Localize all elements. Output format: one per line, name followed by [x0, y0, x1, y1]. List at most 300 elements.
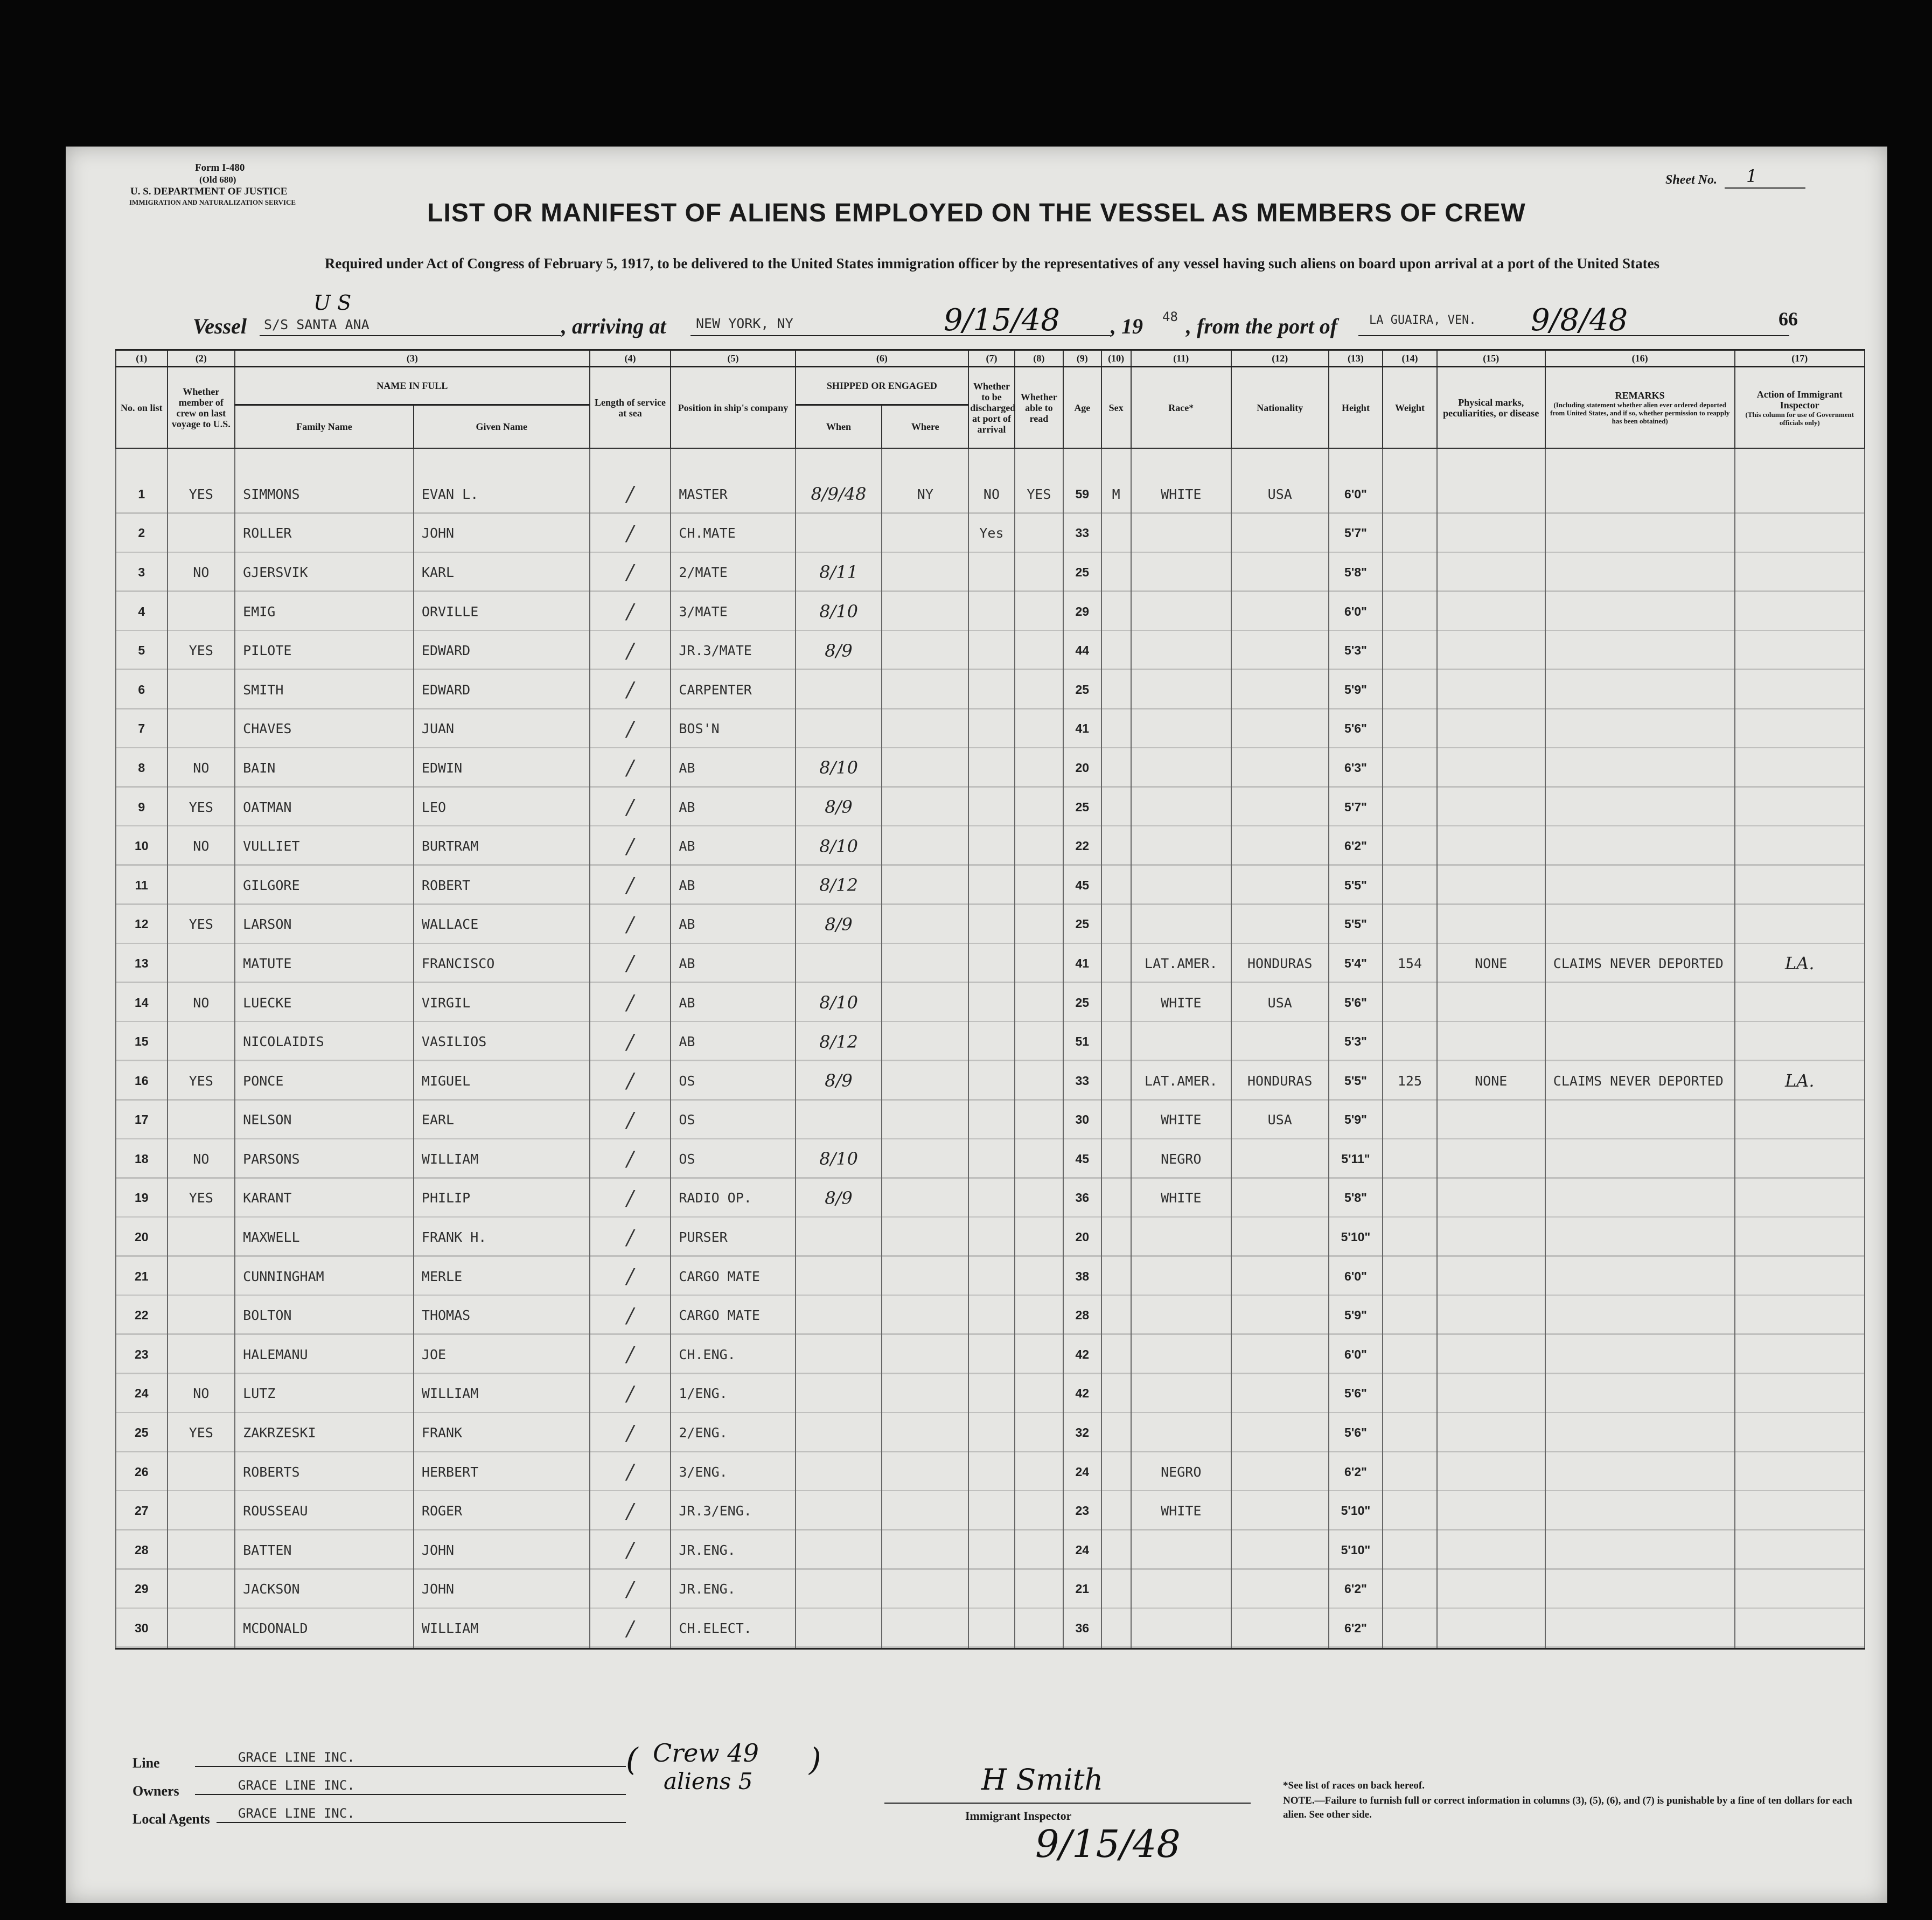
nationality: [1231, 1452, 1329, 1492]
race: [1131, 1296, 1231, 1335]
discharged: [968, 592, 1014, 631]
shipped-when: 8/10: [796, 748, 882, 788]
length-of-service: [590, 1374, 671, 1414]
remarks: [1545, 514, 1735, 553]
inspector-action: [1735, 1374, 1865, 1414]
shipped-where: [882, 592, 968, 631]
inspection-date: 9/15/48: [1035, 1822, 1181, 1866]
age: 20: [1063, 1218, 1101, 1257]
check-mark: /: [626, 1460, 634, 1484]
owners-label: Owners: [132, 1783, 179, 1799]
discharged: [968, 1218, 1014, 1257]
previous-voyage: [168, 866, 235, 905]
family-name: JACKSON: [235, 1570, 414, 1609]
crew-manifest-table: [115, 349, 1865, 1650]
age: 21: [1063, 1570, 1101, 1609]
position: CH.ENG.: [671, 1335, 795, 1374]
age: 38: [1063, 1257, 1101, 1296]
sex: [1101, 1179, 1131, 1218]
nationality: [1231, 1257, 1329, 1296]
height: 5'5": [1329, 866, 1383, 905]
check-mark: /: [626, 951, 634, 976]
shipped-where: [882, 826, 968, 866]
given-name: EDWARD: [414, 631, 590, 670]
discharged: [968, 1452, 1014, 1492]
weight: [1383, 631, 1437, 670]
inspector-action: [1735, 1491, 1865, 1531]
given-name: MIGUEL: [414, 1061, 590, 1101]
table-row: [116, 709, 1865, 749]
age: 45: [1063, 1139, 1101, 1179]
able-to-read: [1015, 553, 1063, 592]
length-of-service: [590, 1061, 671, 1101]
family-name: OATMAN: [235, 788, 414, 827]
previous-voyage: YES: [168, 905, 235, 944]
weight: [1383, 553, 1437, 592]
table-row: [116, 592, 1865, 631]
weight: [1383, 826, 1437, 866]
check-mark: /: [626, 1577, 634, 1601]
nationality: HONDURAS: [1231, 1061, 1329, 1101]
physical-marks: [1437, 1335, 1545, 1374]
departure-underline: [1358, 335, 1789, 336]
position: OS: [671, 1101, 795, 1140]
height: 5'7": [1329, 514, 1383, 553]
inspector-action: [1735, 1257, 1865, 1296]
shipped-when: [796, 1218, 882, 1257]
arrival-date: 9/15/48: [944, 303, 1060, 338]
departure-date: 9/8/48: [1531, 303, 1628, 338]
sex: [1101, 1452, 1131, 1492]
sheet-number: 1: [1746, 166, 1757, 186]
family-name: LUECKE: [235, 983, 414, 1022]
weight: [1383, 1609, 1437, 1648]
position: RADIO OP.: [671, 1179, 795, 1218]
col-inspector-note: (This column for use of Government officials only): [1745, 410, 1854, 427]
position: CARGO MATE: [671, 1296, 795, 1335]
age: 36: [1063, 1179, 1101, 1218]
table-row: [116, 944, 1865, 983]
remarks: [1545, 1531, 1735, 1570]
weight: 154: [1383, 944, 1437, 983]
remarks: [1545, 1413, 1735, 1452]
race: [1131, 1570, 1231, 1609]
discharged: Yes: [968, 514, 1014, 553]
height: 6'2": [1329, 826, 1383, 866]
remarks: [1545, 631, 1735, 670]
form-title: LIST OR MANIFEST OF ALIENS EMPLOYED ON THE VESSEL AS MEMBERS OF CREW: [427, 199, 1526, 227]
previous-voyage: [168, 1257, 235, 1296]
table-row: [116, 670, 1865, 709]
nationality: [1231, 1179, 1329, 1218]
check-mark: /: [626, 1538, 634, 1562]
length-of-service: [590, 1335, 671, 1374]
nationality: [1231, 1139, 1329, 1179]
remarks: [1545, 1101, 1735, 1140]
table-row: [116, 866, 1865, 905]
table-row: [116, 1296, 1865, 1335]
row-number: 9: [116, 788, 168, 827]
sex: [1101, 514, 1131, 553]
row-number: 5: [116, 631, 168, 670]
inspector-action: LA.: [1735, 1061, 1865, 1101]
previous-voyage: YES: [168, 475, 235, 514]
owners-value: GRACE LINE INC.: [238, 1778, 355, 1793]
col-when: When: [796, 405, 882, 449]
weight: [1383, 1022, 1437, 1061]
nationality: [1231, 1218, 1329, 1257]
weight: [1383, 1491, 1437, 1531]
given-name: JOE: [414, 1335, 590, 1374]
row-number: 22: [116, 1296, 168, 1335]
length-of-service: [590, 1022, 671, 1061]
position: 1/ENG.: [671, 1374, 795, 1414]
race: [1131, 826, 1231, 866]
check-mark: /: [626, 1616, 634, 1640]
age: 25: [1063, 553, 1101, 592]
inspector-action: [1735, 748, 1865, 788]
colnum-8: (8): [1015, 350, 1063, 367]
shipped-where: [882, 1061, 968, 1101]
height: 5'9": [1329, 1296, 1383, 1335]
position: 3/ENG.: [671, 1452, 795, 1492]
previous-voyage: NO: [168, 1139, 235, 1179]
form-subtitle: Required under Act of Congress of February 5, 1917, to be delivered to the United States immigration officer by the representatives of any vessel having such aliens on board upon arrival at a port of the United States: [324, 255, 1660, 272]
remarks: [1545, 1491, 1735, 1531]
sex: [1101, 1139, 1131, 1179]
col-weight: Weight: [1383, 367, 1437, 449]
nationality: USA: [1231, 1101, 1329, 1140]
previous-voyage: [168, 1452, 235, 1492]
nationality: [1231, 1413, 1329, 1452]
weight: [1383, 514, 1437, 553]
nationality: [1231, 1335, 1329, 1374]
form-number: Form I-480: [195, 162, 245, 173]
row-number: 1: [116, 475, 168, 514]
check-mark: /: [626, 756, 634, 780]
remarks: [1545, 826, 1735, 866]
given-name: EDWIN: [414, 748, 590, 788]
height: 6'0": [1329, 1335, 1383, 1374]
shipped-where: [882, 1022, 968, 1061]
age: 41: [1063, 944, 1101, 983]
row-number: 26: [116, 1452, 168, 1492]
family-name: BAIN: [235, 748, 414, 788]
table-row: [116, 1452, 1865, 1492]
vessel-underline: [260, 335, 561, 336]
remarks: [1545, 592, 1735, 631]
shipped-where: [882, 788, 968, 827]
discharged: [968, 1335, 1014, 1374]
nationality: [1231, 1609, 1329, 1648]
nationality: [1231, 748, 1329, 788]
shipped-when: [796, 1413, 882, 1452]
length-of-service: [590, 905, 671, 944]
previous-voyage: NO: [168, 1374, 235, 1414]
remarks: [1545, 748, 1735, 788]
physical-marks: [1437, 475, 1545, 514]
given-name: EDWARD: [414, 670, 590, 709]
col-inspector-action: [1735, 367, 1865, 449]
age: 25: [1063, 983, 1101, 1022]
length-of-service: [590, 1609, 671, 1648]
able-to-read: [1015, 1296, 1063, 1335]
given-name: KARL: [414, 553, 590, 592]
table-row: [116, 1491, 1865, 1531]
previous-voyage: YES: [168, 1061, 235, 1101]
manifest-sheet: [66, 147, 1887, 1903]
family-name: ZAKRZESKI: [235, 1413, 414, 1452]
height: 6'2": [1329, 1609, 1383, 1648]
height: 5'8": [1329, 553, 1383, 592]
family-name: PILOTE: [235, 631, 414, 670]
physical-marks: [1437, 788, 1545, 827]
crew-count-note-open: (: [626, 1741, 638, 1778]
race: [1131, 1413, 1231, 1452]
check-mark: /: [626, 482, 634, 506]
able-to-read: [1015, 748, 1063, 788]
nationality: [1231, 1022, 1329, 1061]
colnum-14: (14): [1383, 350, 1437, 367]
discharged: [968, 1257, 1014, 1296]
race: [1131, 1218, 1231, 1257]
inspector-action: [1735, 553, 1865, 592]
discharged: [968, 1296, 1014, 1335]
family-name: HALEMANU: [235, 1335, 414, 1374]
height: 5'10": [1329, 1218, 1383, 1257]
able-to-read: [1015, 1452, 1063, 1492]
row-number: 10: [116, 826, 168, 866]
shipped-when: [796, 1609, 882, 1648]
inspector-action: [1735, 1296, 1865, 1335]
physical-marks: [1437, 1374, 1545, 1414]
sex: [1101, 866, 1131, 905]
remarks: [1545, 475, 1735, 514]
colnum-6: (6): [796, 350, 969, 367]
col-family-name: Family Name: [235, 405, 414, 449]
length-of-service: [590, 1257, 671, 1296]
shipped-where: [882, 905, 968, 944]
family-name: VULLIET: [235, 826, 414, 866]
able-to-read: [1015, 866, 1063, 905]
shipped-when: [796, 1374, 882, 1414]
inspector-action: [1735, 1101, 1865, 1140]
row-number: 18: [116, 1139, 168, 1179]
nationality: [1231, 1296, 1329, 1335]
physical-marks: [1437, 709, 1545, 749]
family-name: NELSON: [235, 1101, 414, 1140]
service-name: IMMIGRATION AND NATURALIZATION SERVICE: [129, 198, 296, 206]
table-row: [116, 1531, 1865, 1570]
nationality: [1231, 1491, 1329, 1531]
row-number: 28: [116, 1531, 168, 1570]
length-of-service: [590, 788, 671, 827]
height: 5'3": [1329, 631, 1383, 670]
race: [1131, 553, 1231, 592]
physical-marks: [1437, 1570, 1545, 1609]
sex: [1101, 553, 1131, 592]
shipped-when: 8/10: [796, 1139, 882, 1179]
able-to-read: [1015, 983, 1063, 1022]
age: 44: [1063, 631, 1101, 670]
nationality: HONDURAS: [1231, 944, 1329, 983]
nationality: [1231, 670, 1329, 709]
row-number: 19: [116, 1179, 168, 1218]
physical-marks: [1437, 592, 1545, 631]
shipped-where: [882, 514, 968, 553]
discharged: [968, 1413, 1014, 1452]
colnum-4: (4): [590, 350, 671, 367]
table-row: [116, 905, 1865, 944]
col-age: Age: [1063, 367, 1101, 449]
position: OS: [671, 1061, 795, 1101]
physical-marks: [1437, 1491, 1545, 1531]
owners-underline: [195, 1794, 626, 1795]
height: 6'2": [1329, 1570, 1383, 1609]
weight: [1383, 592, 1437, 631]
position: JR.3/MATE: [671, 631, 795, 670]
race: [1131, 514, 1231, 553]
able-to-read: [1015, 1257, 1063, 1296]
col-remarks: [1545, 367, 1735, 449]
shipped-where: [882, 709, 968, 749]
colnum-7: (7): [968, 350, 1014, 367]
race: [1131, 709, 1231, 749]
length-of-service: [590, 944, 671, 983]
shipped-when: 8/9/48: [796, 475, 882, 514]
remarks: [1545, 1218, 1735, 1257]
shipped-when: [796, 709, 882, 749]
age: 25: [1063, 788, 1101, 827]
race: [1131, 1374, 1231, 1414]
physical-marks: NONE: [1437, 944, 1545, 983]
able-to-read: [1015, 905, 1063, 944]
check-mark: /: [626, 1421, 634, 1445]
position: OS: [671, 1139, 795, 1179]
height: 5'8": [1329, 1179, 1383, 1218]
shipped-where: [882, 1335, 968, 1374]
column-title-row: [116, 367, 1865, 405]
shipped-where: [882, 1374, 968, 1414]
colnum-16: (16): [1545, 350, 1735, 367]
sex: [1101, 1022, 1131, 1061]
row-number: 8: [116, 748, 168, 788]
family-name: GILGORE: [235, 866, 414, 905]
shipped-where: [882, 1531, 968, 1570]
shipped-when: [796, 1531, 882, 1570]
race: [1131, 1531, 1231, 1570]
given-name: WALLACE: [414, 905, 590, 944]
sex: [1101, 592, 1131, 631]
colnum-15: (15): [1437, 350, 1545, 367]
remarks: [1545, 709, 1735, 749]
shipped-when: 8/12: [796, 1022, 882, 1061]
physical-marks: [1437, 748, 1545, 788]
inspector-action: [1735, 709, 1865, 749]
discharged: [968, 826, 1014, 866]
arrival-date-underline: [895, 335, 1111, 336]
previous-voyage: [168, 592, 235, 631]
race: NEGRO: [1131, 1139, 1231, 1179]
physical-marks: [1437, 1531, 1545, 1570]
check-mark: /: [626, 716, 634, 741]
height: 5'4": [1329, 944, 1383, 983]
check-mark: /: [626, 1108, 634, 1132]
age: 30: [1063, 1101, 1101, 1140]
position: JR.ENG.: [671, 1570, 795, 1609]
previous-voyage: [168, 1335, 235, 1374]
age: 33: [1063, 514, 1101, 553]
shipped-when: 8/10: [796, 592, 882, 631]
table-row: [116, 514, 1865, 553]
form-old-number: (Old 680): [199, 175, 236, 185]
length-of-service: [590, 592, 671, 631]
discharged: [968, 709, 1014, 749]
race: [1131, 1335, 1231, 1374]
row-number: 17: [116, 1101, 168, 1140]
physical-marks: [1437, 1022, 1545, 1061]
table-row: [116, 631, 1865, 670]
remarks: [1545, 1179, 1735, 1218]
able-to-read: [1015, 788, 1063, 827]
colnum-13: (13): [1329, 350, 1383, 367]
sex: [1101, 1531, 1131, 1570]
previous-voyage: NO: [168, 553, 235, 592]
age: 23: [1063, 1491, 1101, 1531]
previous-voyage: NO: [168, 983, 235, 1022]
colnum-9: (9): [1063, 350, 1101, 367]
row-number: 27: [116, 1491, 168, 1531]
race: WHITE: [1131, 1491, 1231, 1531]
discharged: NO: [968, 475, 1014, 514]
inspector-action: [1735, 1022, 1865, 1061]
length-of-service: [590, 866, 671, 905]
physical-marks: [1437, 1413, 1545, 1452]
physical-marks: [1437, 1179, 1545, 1218]
length-of-service: [590, 670, 671, 709]
table-row: [116, 748, 1865, 788]
given-name: MERLE: [414, 1257, 590, 1296]
local-agents-value: GRACE LINE INC.: [238, 1806, 355, 1821]
remarks: [1545, 1452, 1735, 1492]
race: WHITE: [1131, 1179, 1231, 1218]
discharged: [968, 1022, 1014, 1061]
alien-count-note: aliens 5: [664, 1768, 753, 1794]
weight: [1383, 670, 1437, 709]
signature-underline: [884, 1803, 1251, 1804]
inspector-action: [1735, 1413, 1865, 1452]
age: 33: [1063, 1061, 1101, 1101]
shipped-where: [882, 553, 968, 592]
height: 5'6": [1329, 709, 1383, 749]
row-number: 29: [116, 1570, 168, 1609]
local-agents-label: Local Agents: [132, 1811, 210, 1827]
age: 29: [1063, 592, 1101, 631]
sex: [1101, 1413, 1131, 1452]
check-mark: /: [626, 1069, 634, 1093]
given-name: LEO: [414, 788, 590, 827]
height: 5'6": [1329, 1413, 1383, 1452]
race: [1131, 1609, 1231, 1648]
inspector-action: [1735, 1335, 1865, 1374]
physical-marks: [1437, 1257, 1545, 1296]
family-name: KARANT: [235, 1179, 414, 1218]
remarks: [1545, 866, 1735, 905]
length-of-service: [590, 1139, 671, 1179]
position: AB: [671, 748, 795, 788]
sex: [1101, 1218, 1131, 1257]
discharged: [968, 1374, 1014, 1414]
